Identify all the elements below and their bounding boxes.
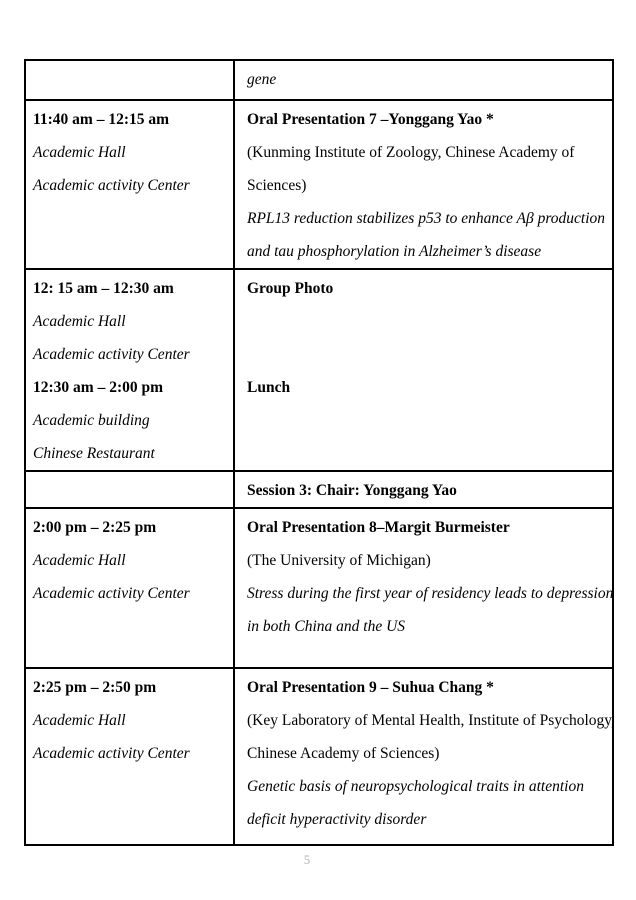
table-row <box>25 269 613 471</box>
text-line <box>247 338 608 371</box>
text-line: Oral Presentation 7 –Yonggang Yao * <box>247 111 494 128</box>
table-row <box>25 60 613 100</box>
table-row <box>25 100 613 269</box>
text-line: deficit hyperactivity disorder <box>247 811 427 828</box>
text-line: Academic Hall <box>33 552 126 569</box>
time-location-cell <box>25 269 234 471</box>
text-line: 2:25 pm – 2:50 pm <box>33 679 157 696</box>
session-detail-cell <box>234 668 613 845</box>
time-location-cell <box>25 668 234 845</box>
text-line: Academic activity Center <box>33 177 190 194</box>
text-line: Chinese Restaurant <box>33 445 155 462</box>
text-line: 11:40 am – 12:15 am <box>33 111 170 128</box>
text-line: Academic Hall <box>33 712 126 729</box>
text-line: and tau phosphorylation in Alzheimer’s disease <box>247 243 542 260</box>
text-line: Academic activity Center <box>33 585 190 602</box>
text-line: Group Photo <box>247 280 334 297</box>
table-row <box>25 508 613 668</box>
text-line: 12: 15 am – 12:30 am <box>33 280 174 297</box>
schedule-table-body <box>25 60 613 845</box>
session-detail-cell <box>234 508 613 668</box>
time-location-cell <box>25 471 234 508</box>
text-line: Sciences) <box>247 177 307 194</box>
session-detail-cell <box>234 60 613 100</box>
text-line: Chinese Academy of Sciences) <box>247 745 440 762</box>
text-line: in both China and the US <box>247 618 406 635</box>
table-row <box>25 668 613 845</box>
time-location-cell <box>25 100 234 269</box>
text-line: Session 3: Chair: Yonggang Yao <box>247 482 457 499</box>
session-detail-cell <box>234 100 613 269</box>
text-line: Academic activity Center <box>33 346 190 363</box>
table-row <box>25 471 613 508</box>
text-line: (Kunming Institute of Zoology, Chinese Academy of <box>247 144 575 161</box>
text-line: gene <box>247 71 277 88</box>
session-detail-cell <box>234 471 613 508</box>
text-line: Stress during the first year of residency leads to depression <box>247 585 614 602</box>
session-detail-cell <box>234 269 613 471</box>
page-number: 5 <box>303 852 311 867</box>
text-line: Academic activity Center <box>33 745 190 762</box>
text-line: Oral Presentation 8–Margit Burmeister <box>247 519 510 536</box>
schedule-table <box>24 59 614 846</box>
text-line: 2:00 pm – 2:25 pm <box>33 519 157 536</box>
text-line: Academic Hall <box>33 313 126 330</box>
text-line <box>247 305 608 338</box>
text-line: (Key Laboratory of Mental Health, Institute of Psychology, <box>247 712 615 729</box>
text-line: 12:30 am – 2:00 pm <box>33 379 164 396</box>
text-line: Genetic basis of neuropsychological traits in attention <box>247 778 584 795</box>
text-line: RPL13 reduction stabilizes p53 to enhance Aβ production <box>247 210 606 227</box>
text-line: Lunch <box>247 379 291 396</box>
time-location-cell <box>25 508 234 668</box>
text-line: Academic Hall <box>33 144 126 161</box>
time-location-cell <box>25 60 234 100</box>
text-line: Oral Presentation 9 – Suhua Chang * <box>247 679 494 696</box>
text-line: Academic building <box>33 412 150 429</box>
text-line: (The University of Michigan) <box>247 552 431 569</box>
